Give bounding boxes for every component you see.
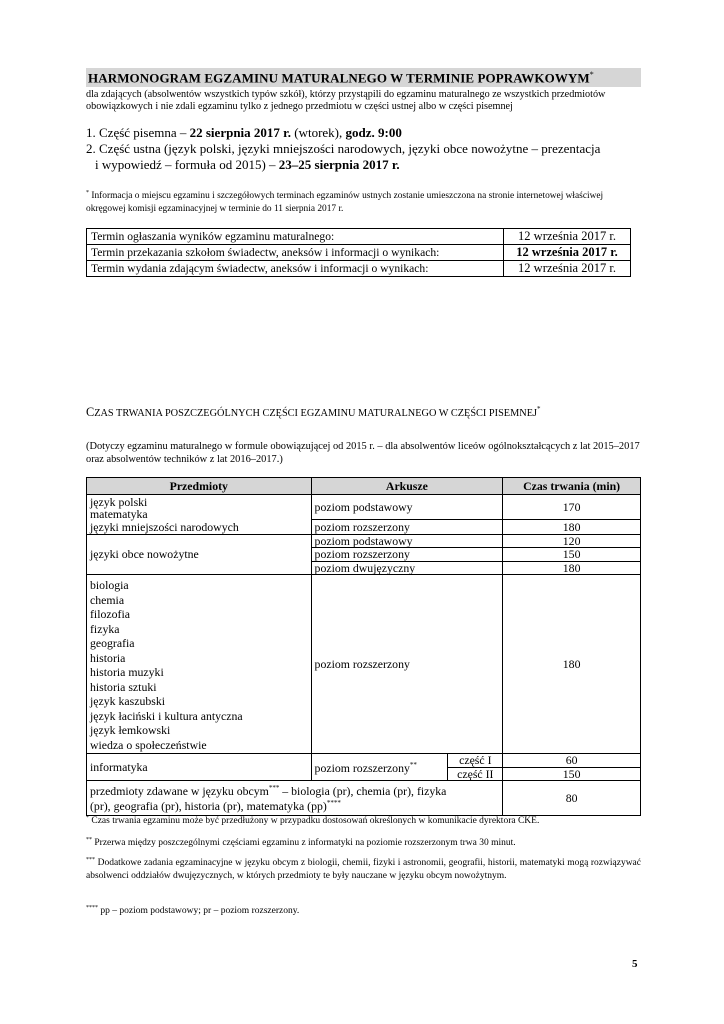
duration-title-text: ZAS TRWANIA POSZCZEGÓLNYCH CZĘŚCI EGZAMINU MATURALNEGO W CZĘŚCI PISEMNEJ bbox=[94, 408, 537, 420]
subjects-cell bbox=[87, 495, 312, 535]
time-cell: 180 bbox=[503, 561, 641, 574]
sheet-cell: poziom rozszerzony bbox=[311, 575, 503, 754]
page-content bbox=[86, 68, 641, 917]
footnote-text: Czas trwania egzaminu może być przedłużony w przypadku dostosowań określonych w komunikacie dyrektora CKE. bbox=[89, 816, 540, 827]
time-cell: 60 bbox=[503, 754, 641, 767]
subject: biologia bbox=[90, 578, 129, 593]
time-cell: 170 bbox=[503, 495, 641, 520]
foreign-mark-a: *** bbox=[268, 784, 280, 793]
written-part-line bbox=[86, 125, 641, 141]
subject: język łemkowski bbox=[90, 723, 171, 738]
header-sheets: Arkusze bbox=[311, 478, 503, 495]
table-row bbox=[87, 781, 641, 816]
subject-cell: języki obce nowożytne bbox=[87, 535, 312, 575]
sheet-cell: poziom podstawowy bbox=[311, 535, 503, 548]
subject: geografia bbox=[90, 636, 135, 651]
subject: fizyka bbox=[90, 621, 120, 636]
table-row bbox=[87, 535, 641, 548]
time-cell: 120 bbox=[503, 535, 641, 548]
written-part-time: godz. 9:00 bbox=[345, 125, 402, 141]
footnote bbox=[86, 854, 641, 883]
written-part-label: 1. Część pisemna – bbox=[86, 125, 190, 141]
subject: język kaszubski bbox=[90, 694, 166, 709]
duration-note: (Dotyczy egzaminu maturalnego w formule obowiązującej od 2015 r. – dla absolwentów liceów ogólnokształcących z lat 2015–2017 oraz absolwentów techników z lat 2016–2017.) bbox=[86, 441, 640, 465]
time-cell: 180 bbox=[503, 575, 641, 754]
footnote-text: Przerwa między poszczególnymi częściami egzaminu z informatyki na poziomie rozszerzonym trwa 30 minut. bbox=[92, 838, 516, 849]
schedule-title-text: HARMONOGRAM EGZAMINU MATURALNEGO W TERMINIE POPRAWKOWYM bbox=[88, 70, 590, 86]
table-row bbox=[87, 245, 631, 261]
part-cell: część II bbox=[448, 767, 503, 780]
oral-part-label: i wypowiedź – formuła od 2015) – bbox=[95, 157, 279, 173]
table-row bbox=[87, 754, 641, 767]
footnote-text: pp – poziom podstawowy; pr – poziom rozszerzony. bbox=[98, 906, 300, 917]
subjects-cell bbox=[87, 575, 312, 754]
subject-cell: informatyka bbox=[87, 754, 312, 781]
results-dates-table bbox=[86, 228, 631, 277]
footnote bbox=[86, 902, 641, 918]
sheet-cell bbox=[311, 754, 448, 781]
foreign-text-b: – biologia (pr), chemia (pr), fizyka (pr), geografia (pr), historia (pr), matematyka (pp) bbox=[90, 783, 447, 814]
table-row bbox=[87, 495, 641, 520]
oral-part-date: 23–25 sierpnia 2017 r. bbox=[278, 157, 400, 173]
subject: historia muzyki bbox=[90, 665, 164, 680]
sheet-cell: poziom rozszerzony bbox=[311, 520, 503, 535]
table-row bbox=[87, 575, 641, 754]
time-cell: 150 bbox=[503, 767, 641, 780]
results-label: Termin przekazania szkołom świadectw, aneksów i informacji o wynikach: bbox=[87, 245, 504, 261]
time-cell: 150 bbox=[503, 548, 641, 561]
footnote bbox=[86, 834, 641, 850]
subject: język łaciński i kultura antyczna bbox=[90, 708, 243, 723]
oral-part-line: 2. Część ustna (język polski, języki mniejszości narodowych, języki obce nowożytne – prezentacja bbox=[86, 141, 601, 157]
footnote-mark: *** bbox=[86, 857, 95, 863]
time-cell: 180 bbox=[503, 520, 641, 535]
title-footnote-mark: * bbox=[589, 70, 594, 79]
oral-info-note bbox=[86, 187, 641, 216]
time-cell: 80 bbox=[503, 781, 641, 816]
results-label: Termin wydania zdającym świadectw, aneksów i informacji o wynikach: bbox=[87, 261, 504, 277]
subject: matematyka bbox=[90, 507, 148, 522]
written-part-date: 22 sierpnia 2017 r. bbox=[189, 125, 291, 141]
subject: historia bbox=[90, 650, 126, 665]
foreign-mark-b: **** bbox=[326, 799, 341, 808]
results-date: 12 września 2017 r. bbox=[504, 261, 631, 277]
duration-title-initial: C bbox=[86, 405, 95, 420]
schedule-subtitle: dla zdających (absolwentów wszystkich typów szkół), którzy przystąpili do egzaminu maturalnego ze wszystkich przedmiotów obowiązkowych i nie zdali egzaminu tylko z jednego przedmiotu w części ustnej albo w części pisemnej bbox=[86, 89, 606, 113]
table-row bbox=[87, 229, 631, 245]
duration-title-mark: * bbox=[537, 405, 541, 413]
sheet-mark: ** bbox=[409, 761, 417, 770]
sheet-text: poziom rozszerzony bbox=[314, 761, 410, 776]
exam-dates bbox=[86, 125, 641, 173]
table-header-row bbox=[87, 478, 641, 495]
footnote-text: Dodatkowe zadania egzaminacyjne w języku obcym z biologii, chemii, fizyki i astronomii, geografii, historii, matematyki mogą rozwiązywać absolwenci oddziałów dwujęzycznych, w których przedmioty te były nauczane w języku obcym nowożytnym. bbox=[86, 858, 641, 882]
written-part-day: (wtorek), bbox=[290, 125, 346, 141]
duration-table bbox=[86, 477, 641, 816]
schedule-title bbox=[86, 68, 641, 87]
sheet-cell: poziom rozszerzony bbox=[311, 548, 503, 561]
subject: filozofia bbox=[90, 607, 130, 622]
subject: języki mniejszości narodowych bbox=[90, 519, 239, 534]
note-mark: * bbox=[86, 190, 89, 197]
results-date: 12 września 2017 r. bbox=[504, 229, 631, 245]
footnote-mark: ** bbox=[86, 837, 92, 843]
footnote bbox=[86, 812, 641, 828]
results-date: 12 września 2017 r. bbox=[504, 245, 631, 261]
oral-part-line-2 bbox=[86, 157, 641, 173]
part-cell: część I bbox=[448, 754, 503, 767]
header-duration: Czas trwania (min) bbox=[503, 478, 641, 495]
foreign-text-a: przedmioty zdawane w języku obcym bbox=[90, 783, 269, 798]
page-number: 5 bbox=[632, 958, 638, 970]
header-subjects: Przedmioty bbox=[87, 478, 312, 495]
subject: język polski bbox=[90, 494, 148, 509]
sheet-cell: poziom dwujęzyczny bbox=[311, 561, 503, 574]
foreign-language-subjects bbox=[87, 781, 503, 816]
subject: historia sztuki bbox=[90, 679, 157, 694]
table-row bbox=[87, 261, 631, 277]
duration-title bbox=[86, 405, 641, 420]
footnote-mark: * bbox=[86, 815, 89, 821]
footnote-mark: **** bbox=[86, 905, 98, 911]
results-label: Termin ogłaszania wyników egzaminu maturalnego: bbox=[87, 229, 504, 245]
sheet-cell: poziom podstawowy bbox=[311, 495, 503, 520]
subject: wiedza o społeczeństwie bbox=[90, 737, 207, 752]
note-text: Informacja o miejscu egzaminu i szczegółowych terminach egzaminów ustnych zostanie umieszczona na stronie internetowej właściwej okręgowej komisji egzaminacyjnej w terminie do 11 sierpnia 2017 r. bbox=[86, 191, 604, 215]
subject: chemia bbox=[90, 592, 125, 607]
